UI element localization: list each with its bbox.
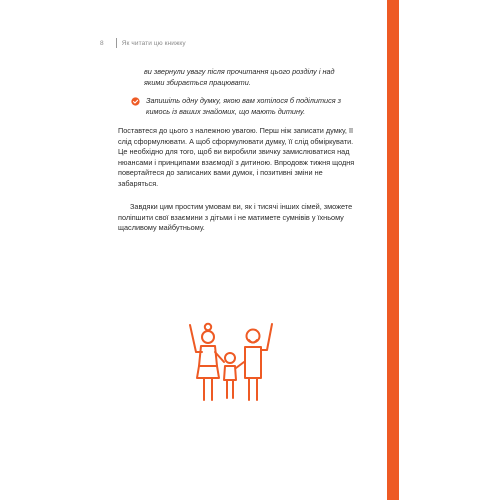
- child-hand-to-father: [236, 362, 244, 368]
- paragraph: Поставтеся до цього з належною увагою. Перш ніж записати думку, її слід сформулювати. А щоб сформулювати думку, її слід обміркувати. Це необхідно для того, щоб ви виробили звичку замислюватися над нюансами і принципами взаємодії з дитиною. Впродовж тижня щодня повертайтеся до записаних вами думок, і позитивні зміни не забаряться.: [118, 126, 355, 188]
- father-torso: [245, 347, 261, 378]
- mother-skirt: [197, 366, 219, 378]
- mother-torso: [199, 346, 217, 366]
- running-title: Як читати цю книжку: [121, 39, 186, 47]
- accent-strip: [387, 0, 399, 500]
- father-beard: [249, 340, 257, 343]
- father-raised-arm: [261, 324, 272, 350]
- bullet-item: [131, 96, 363, 117]
- running-header: [100, 38, 186, 48]
- mother-hair-bun: [205, 324, 211, 330]
- paragraph: Завдяки цим простим умовам ви, як і тисячі інших сімей, зможете поліпшити свої взаємини з дітьми і не матимете сумнівів у їхньому щасливому майбутньому.: [118, 202, 353, 233]
- check-circle-icon: [131, 97, 140, 106]
- bullet-continuation: ви звернули увагу після прочитання цього розділу і над якими збирається працювати.: [144, 67, 335, 87]
- family-icon: [186, 322, 276, 404]
- header-divider: [116, 38, 117, 48]
- mother-head: [202, 331, 214, 343]
- bullet-text: Запишіть одну думку, якою вам хотілося б поділитися з кимось із ваших знайомих, що мають дитину.: [146, 96, 342, 116]
- child-head: [225, 353, 235, 363]
- child-torso: [224, 366, 236, 380]
- page-number: 8: [100, 39, 104, 47]
